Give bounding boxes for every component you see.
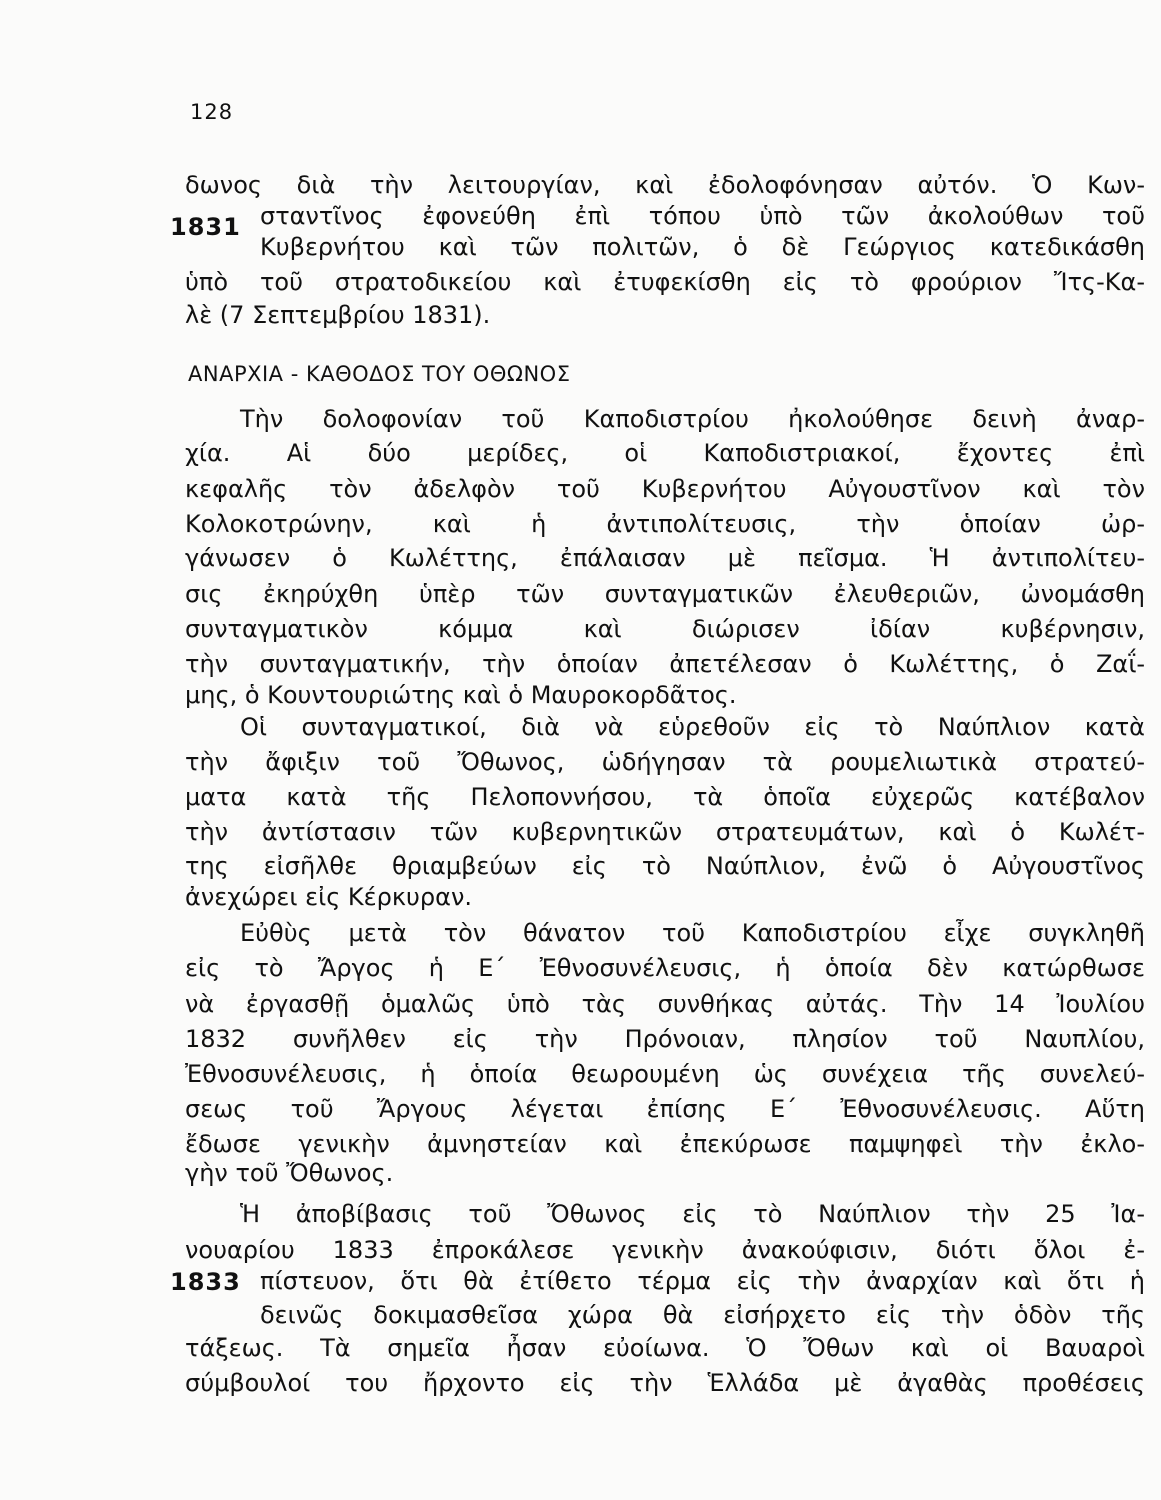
- paragraph-line: τάξεως. Τὰ σημεῖα ἦσαν εὐοίωνα. Ὁ Ὄθων καὶ οἱ Βαυαροὶ: [185, 1334, 1145, 1362]
- paragraph-line: Ἡ ἀποβίβασις τοῦ Ὄθωνος εἰς τὸ Ναύπλιον τὴν 25 Ἰα-: [240, 1200, 1145, 1228]
- section-heading: ΑΝΑΡΧΙΑ - ΚΑΘΟΔΟΣ ΤΟΥ ΟΘΩΝΟΣ: [188, 362, 571, 386]
- paragraph-line: Εὐθὺς μετὰ τὸν θάνατον τοῦ Καποδιστρίου εἶχε συγκληθῆ: [240, 919, 1145, 947]
- text-line: ὑπὸ τοῦ στρατοδικείου καὶ ἐτυφεκίσθη εἰς τὸ φρούριον Ἴτς-Κα-: [185, 268, 1145, 296]
- paragraph-line: σεως τοῦ Ἄργους λέγεται ἐπίσης Ε΄ Ἐθνοσυνέλευσις. Αὕτη: [185, 1095, 1145, 1123]
- paragraph-line: χία. Αἱ δύο μερίδες, οἱ Καποδιστριακοί, ἔχοντες ἐπὶ: [185, 439, 1145, 467]
- paragraph-line: ἀνεχώρει εἰς Κέρκυραν.: [185, 883, 472, 911]
- paragraph-line: ματα κατὰ τῆς Πελοποννήσου, τὰ ὁποῖα εὐχερῶς κατέβαλον: [185, 783, 1145, 811]
- paragraph-line: Ἐθνοσυνέλευσις, ἡ ὁποία θεωρουμένη ὡς συνέχεια τῆς συνελεύ-: [185, 1060, 1145, 1088]
- paragraph-line: νουαρίου 1833 ἐπροκάλεσε γενικὴν ἀνακούφισιν, διότι ὅλοι ἐ-: [185, 1236, 1145, 1264]
- paragraph-line: Κολοκοτρώνην, καὶ ἡ ἀντιπολίτευσις, τὴν ὁποίαν ὠρ-: [185, 510, 1145, 538]
- paragraph-line: συνταγματικὸν κόμμα καὶ διώρισεν ἰδίαν κυβέρνησιν,: [185, 615, 1145, 643]
- margin-year-1833: 1833: [170, 1268, 241, 1296]
- paragraph-line: της εἰσῆλθε θριαμβεύων εἰς τὸ Ναύπλιον, ἐνῶ ὁ Αὐγουστῖνος: [185, 852, 1145, 880]
- paragraph-line: σις ἐκηρύχθη ὑπὲρ τῶν συνταγματικῶν ἐλευθεριῶν, ὠνομάσθη: [185, 580, 1145, 608]
- paragraph-line: σύμβουλοί του ἤρχοντο εἰς τὴν Ἑλλάδα μὲ ἀγαθὰς προθέσεις: [185, 1369, 1145, 1397]
- margin-year-1831: 1831: [170, 213, 241, 241]
- paragraph-line: Οἱ συνταγματικοί, διὰ νὰ εὑρεθοῦν εἰς τὸ Ναύπλιον κατὰ: [240, 713, 1145, 741]
- paragraph-line: τὴν συνταγματικήν, τὴν ὁποίαν ἀπετέλεσαν ὁ Κωλέττης, ὁ Ζαΐ-: [185, 650, 1145, 678]
- paragraph-line: πίστευον, ὅτι θὰ ἐτίθετο τέρμα εἰς τὴν ἀναρχίαν καὶ ὅτι ἡ: [260, 1267, 1145, 1295]
- paragraph-line: τὴν ἀντίστασιν τῶν κυβερνητικῶν στρατευμάτων, καὶ ὁ Κωλέτ-: [185, 818, 1145, 846]
- paragraph-line: 1832 συνῆλθεν εἰς τὴν Πρόνοιαν, πλησίον τοῦ Ναυπλίου,: [185, 1025, 1145, 1053]
- text-line: δωνος διὰ τὴν λειτουργίαν, καὶ ἐδολοφόνησαν αὐτόν. Ὁ Κων-: [185, 171, 1145, 199]
- page-number: 128: [190, 100, 234, 124]
- paragraph-line: νὰ ἐργασθῇ ὁμαλῶς ὑπὸ τὰς συνθήκας αὐτάς. Τὴν 14 Ἰουλίου: [185, 990, 1145, 1018]
- paragraph-line: τὴν ἄφιξιν τοῦ Ὄθωνος, ὡδήγησαν τὰ ρουμελιωτικὰ στρατεύ-: [185, 748, 1145, 776]
- paragraph-line: εἰς τὸ Ἄργος ἡ Ε΄ Ἐθνοσυνέλευσις, ἡ ὁποία δὲν κατώρθωσε: [185, 954, 1145, 982]
- paragraph-line: γάνωσεν ὁ Κωλέττης, ἐπάλαισαν μὲ πεῖσμα. Ἡ ἀντιπολίτευ-: [185, 544, 1145, 572]
- paragraph-line: γὴν τοῦ Ὄθωνος.: [185, 1159, 394, 1187]
- text-line: Κυβερνήτου καὶ τῶν πολιτῶν, ὁ δὲ Γεώργιος κατεδικάσθη: [260, 233, 1145, 261]
- text-line: λὲ (7 Σεπτεμβρίου 1831).: [185, 301, 491, 329]
- paragraph-line: κεφαλῆς τὸν ἀδελφὸν τοῦ Κυβερνήτου Αὐγουστῖνον καὶ τὸν: [185, 475, 1145, 503]
- paragraph-line: μης, ὁ Κουντουριώτης καὶ ὁ Μαυροκορδᾶτος.: [185, 681, 737, 709]
- paragraph-line: Τὴν δολοφονίαν τοῦ Καποδιστρίου ἠκολούθησε δεινὴ ἀναρ-: [240, 405, 1145, 433]
- paragraph-line: δεινῶς δοκιμασθεῖσα χώρα θὰ εἰσήρχετο εἰς τὴν ὁδὸν τῆς: [260, 1301, 1145, 1329]
- paragraph-line: ἔδωσε γενικὴν ἀμνηστείαν καὶ ἐπεκύρωσε παμψηφεὶ τὴν ἐκλο-: [185, 1130, 1145, 1158]
- text-line: σταντῖνος ἐφονεύθη ἐπὶ τόπου ὑπὸ τῶν ἀκολούθων τοῦ: [260, 202, 1145, 230]
